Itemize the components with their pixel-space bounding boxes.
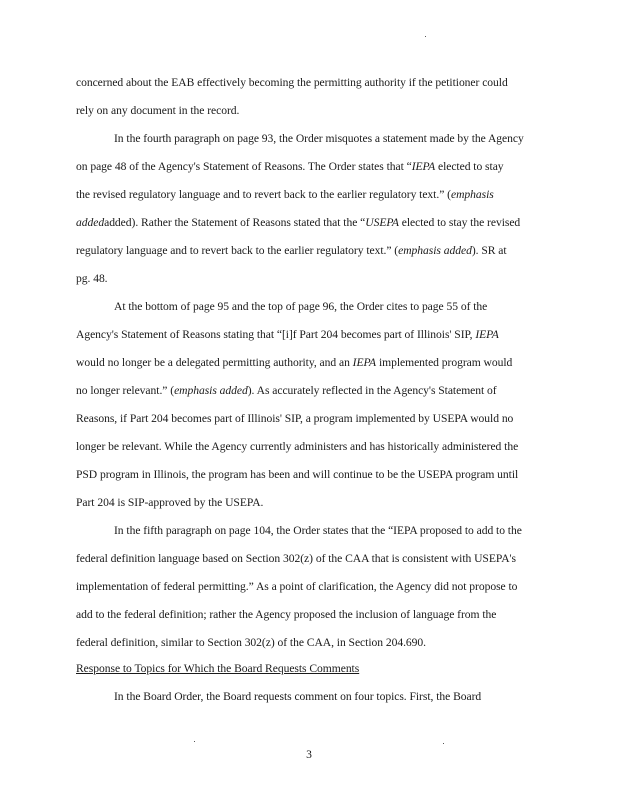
paragraph-line: In the fourth paragraph on page 93, the Order misquotes a statement made by the Agency — [114, 132, 524, 145]
paragraph-line: the revised regulatory language and to revert back to the earlier regulatory text.” (emphasis — [76, 188, 494, 201]
scan-speck — [194, 741, 195, 742]
paragraph-line: Reasons, if Part 204 becomes part of Illinois' SIP, a program implemented by USEPA would no — [76, 412, 514, 425]
italic-text: IEPA — [411, 160, 436, 173]
italic-text: IEPA — [352, 356, 377, 369]
paragraph-line: Agency's Statement of Reasons stating that “[i]f Part 204 becomes part of Illinois' SIP, IEPA — [76, 328, 499, 341]
paragraph-line: federal definition language based on Section 302(z) of the CAA that is consistent with USEPA's — [76, 552, 517, 565]
scan-speck — [425, 36, 426, 37]
paragraph-line: In the Board Order, the Board requests comment on four topics. First, the Board — [114, 690, 482, 703]
italic-text: IEPA — [475, 328, 499, 341]
paragraph-line: PSD program in Illinois, the program has been and will continue to be the USEPA program until — [76, 468, 519, 481]
italic-text: emphasis added — [174, 384, 248, 397]
italic-text: emphasis — [450, 188, 494, 201]
paragraph-line: addedadded). Rather the Statement of Reasons stated that the “USEPA elected to stay the revised — [76, 216, 521, 229]
paragraph-line: At the bottom of page 95 and the top of page 96, the Order cites to page 55 of the — [114, 300, 488, 313]
paragraph-line: on page 48 of the Agency's Statement of Reasons. The Order states that “IEPA elected to stay — [76, 160, 504, 173]
paragraph-line: rely on any document in the record. — [76, 104, 240, 117]
paragraph-line: concerned about the EAB effectively becoming the permitting authority if the petitioner could — [76, 76, 508, 89]
paragraph-line: pg. 48. — [76, 272, 108, 285]
paragraph-line: would no longer be a delegated permitting authority, and an IEPA implemented program would — [76, 356, 513, 369]
paragraph-line: Part 204 is SIP-approved by the USEPA. — [76, 496, 264, 509]
scan-speck — [443, 743, 444, 744]
page-number: 3 — [306, 748, 312, 761]
paragraph-line: federal definition, similar to Section 302(z) of the CAA, in Section 204.690. — [76, 636, 427, 649]
paragraph-line: no longer relevant.” (emphasis added). As accurately reflected in the Agency's Statement of — [76, 384, 497, 397]
paragraph-line: regulatory language and to revert back to the earlier regulatory text.” (emphasis added). SR at — [76, 244, 507, 257]
paragraph-line: add to the federal definition; rather the Agency proposed the inclusion of language from the — [76, 608, 497, 621]
section-heading: Response to Topics for Which the Board Requests Comments — [76, 662, 360, 675]
italic-text: emphasis added — [398, 244, 472, 257]
italic-text: USEPA — [365, 216, 399, 229]
italic-text: added — [76, 216, 105, 229]
paragraph-line: In the fifth paragraph on page 104, the Order states that the “IEPA proposed to add to the — [114, 524, 522, 537]
paragraph-line: longer be relevant. While the Agency currently administers and has historically administered the — [76, 440, 519, 453]
paragraph-line: implementation of federal permitting.” As a point of clarification, the Agency did not propose to — [76, 580, 518, 593]
